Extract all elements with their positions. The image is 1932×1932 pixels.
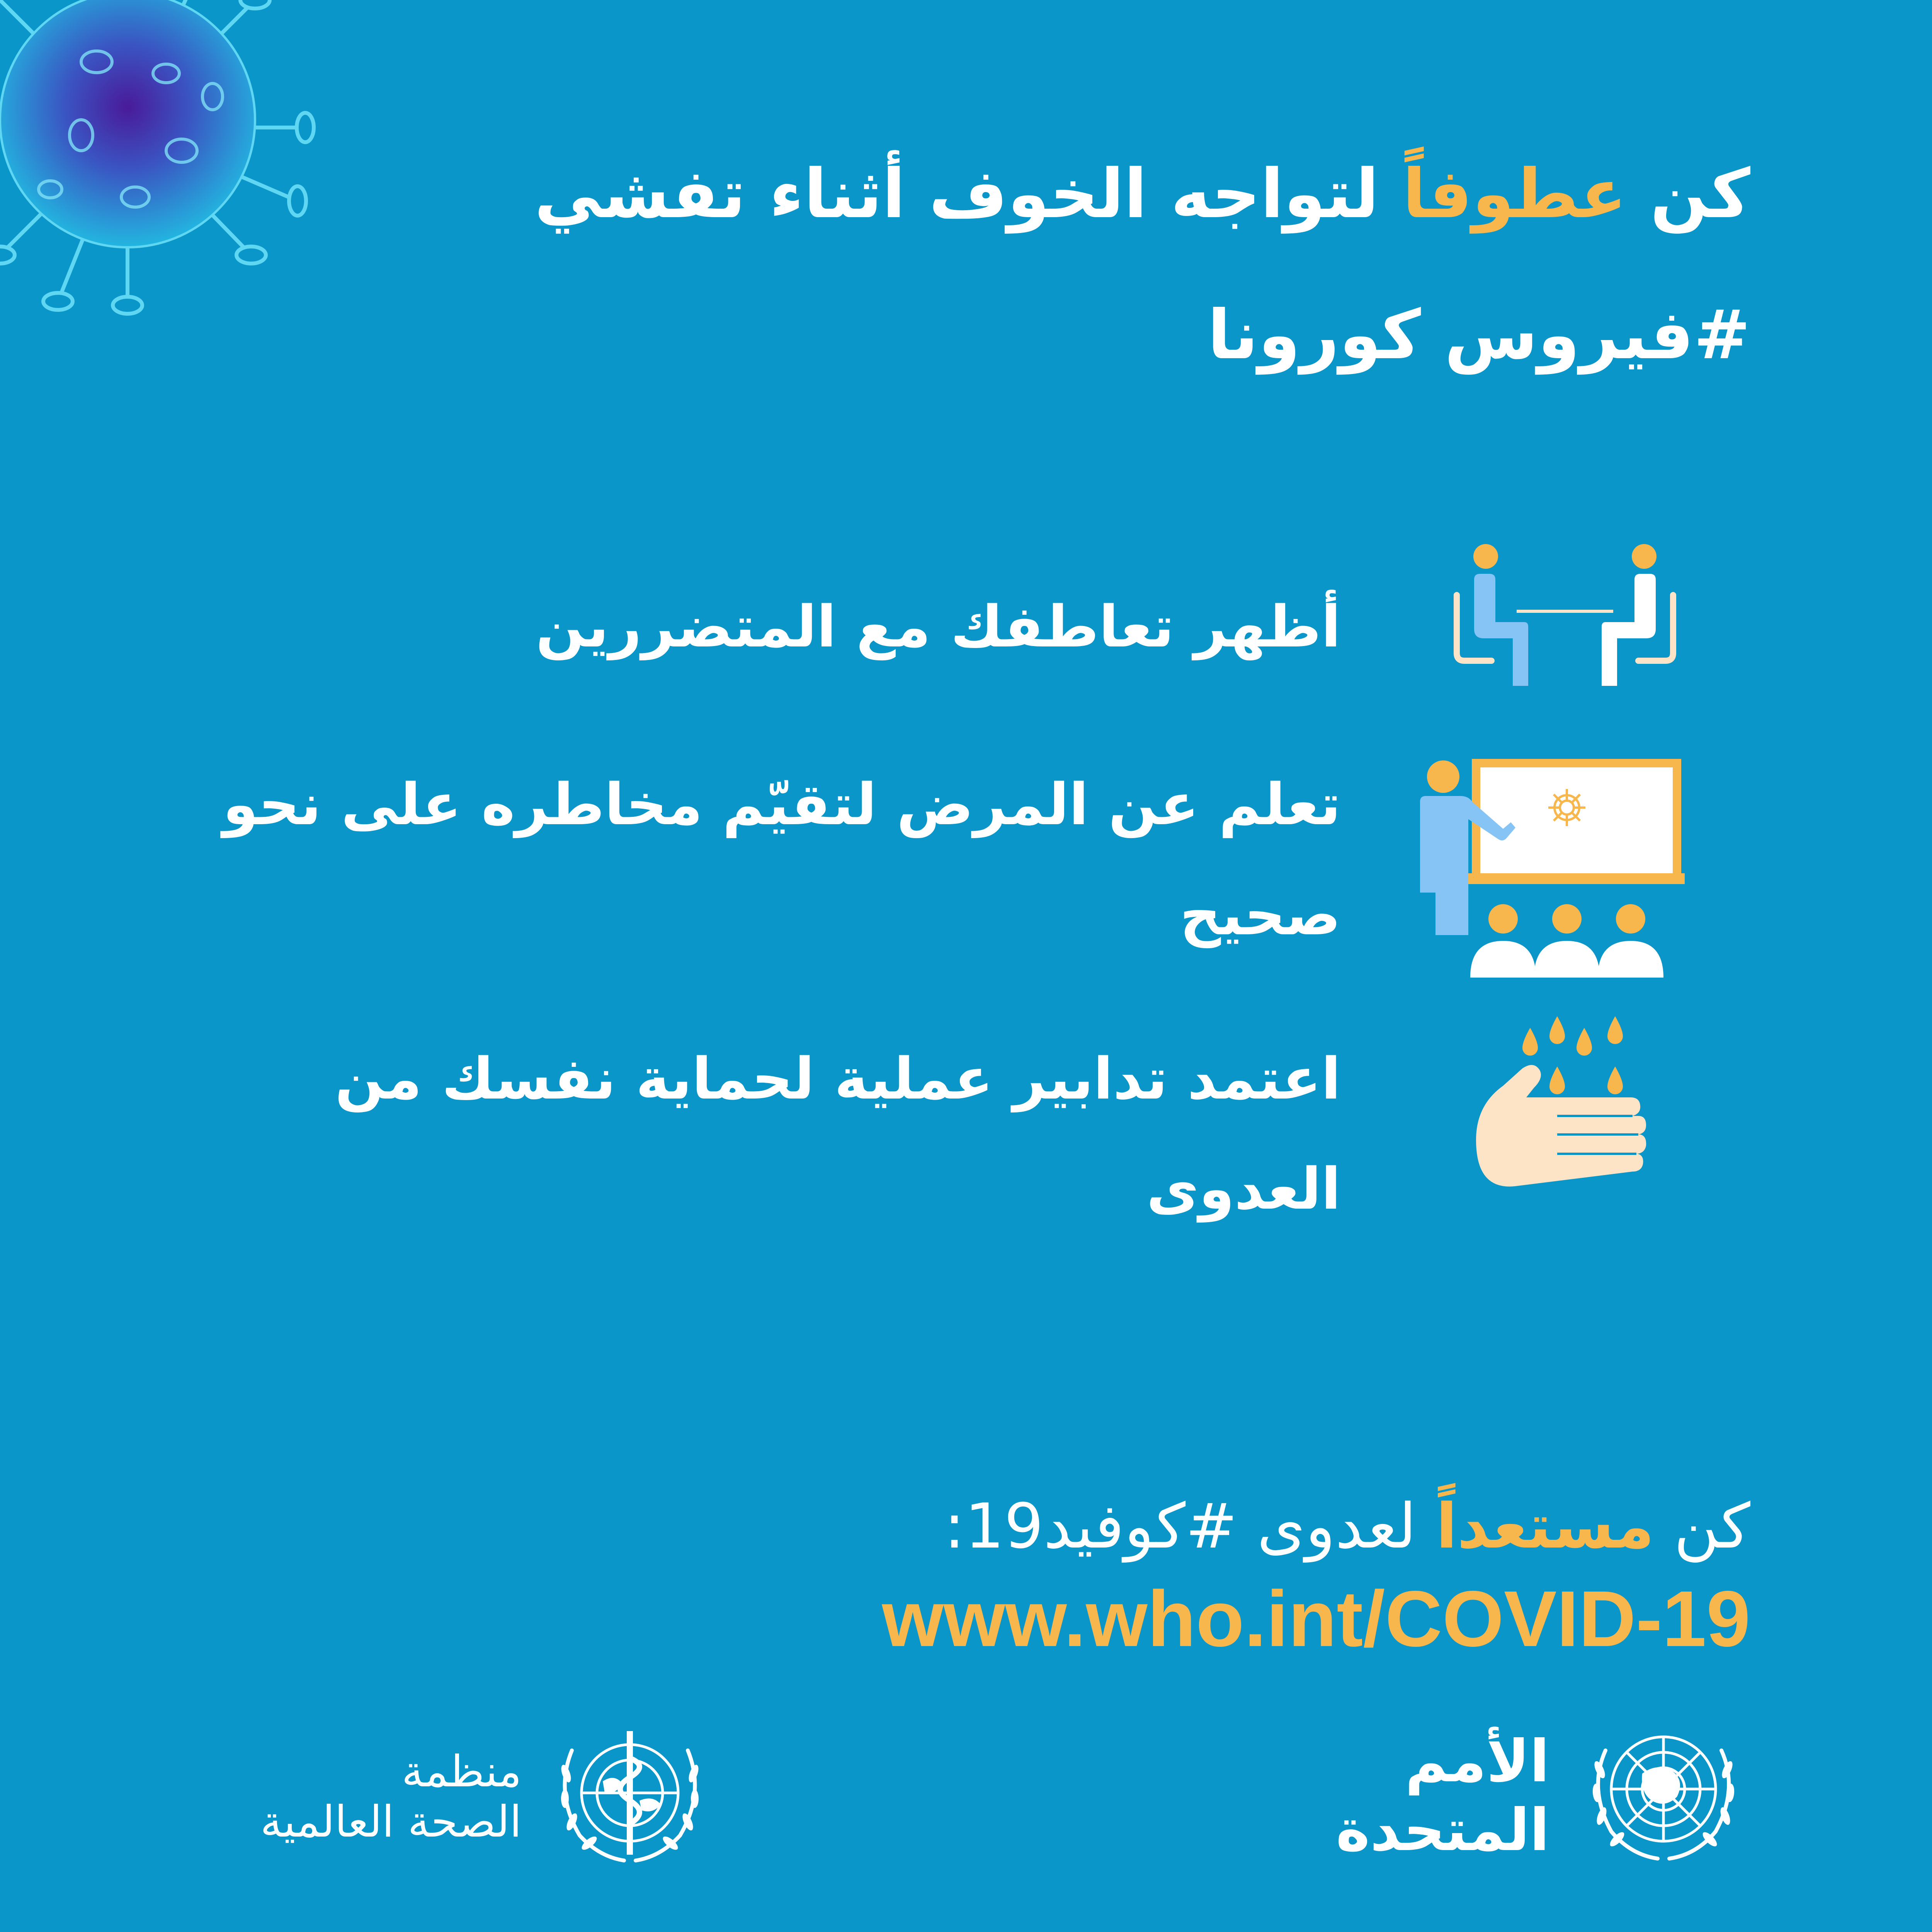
who-emblem-icon — [537, 1716, 723, 1870]
tip-protect-yourself: اعتمد تدابير عملية لحماية نفسك من العدوى — [335, 1046, 1341, 1222]
headline-rest: لتواجه الخوف أثناء تفشي — [534, 155, 1379, 233]
who-logo-text — [174, 1747, 522, 1847]
call-to-action — [591, 1476, 1750, 1577]
who-covid-link[interactable]: www.who.int/COVID-19 — [882, 1575, 1750, 1663]
headline-line-1 — [321, 124, 1750, 265]
un-emblem-icon — [1569, 1716, 1758, 1870]
un-logo-text — [1240, 1727, 1549, 1865]
un-name-line-1: الأمم — [1405, 1728, 1549, 1795]
who-name-line-2: الصحة العالمية — [260, 1797, 522, 1847]
headline-lead: كن — [1650, 155, 1750, 233]
cta-highlight: مستعداً — [1436, 1490, 1655, 1562]
who-name-line-1: منظمة — [401, 1747, 522, 1797]
headline-highlight: عطوفاً — [1402, 155, 1627, 233]
headline-line-2: #فيروس كورونا — [1207, 296, 1750, 374]
coronavirus-icon — [0, 0, 321, 321]
un-name-line-2: المتحدة — [1336, 1797, 1549, 1864]
cta-lead: كن — [1674, 1490, 1750, 1562]
presentation-audience-icon — [1414, 757, 1685, 981]
tip-learn-about-disease: تعلم عن المرض لتقيّم مخاطره على نحو صحيح — [223, 771, 1341, 948]
tip-show-empathy: أظهر تعاطفك مع المتضررين — [536, 594, 1341, 660]
two-people-talking-icon — [1445, 537, 1685, 692]
headline — [321, 124, 1750, 406]
handwashing-icon — [1468, 1012, 1650, 1206]
cta-rest: لعدوى #كوفيد19: — [944, 1490, 1417, 1562]
